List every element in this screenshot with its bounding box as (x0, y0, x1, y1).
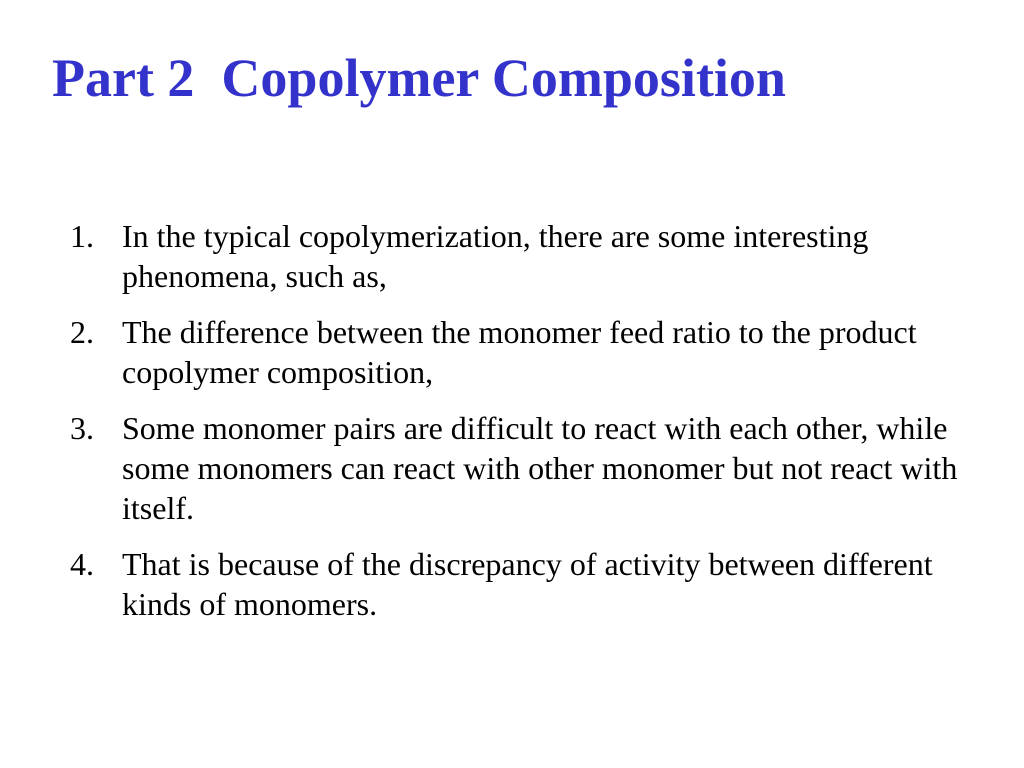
list-item-number: 3. (70, 410, 94, 446)
slide-title: Part 2 Copolymer Composition (52, 48, 786, 108)
list-item (70, 216, 1000, 296)
list-item-text: The difference between the monomer feed ratio to the product copolymer composition, (122, 314, 917, 390)
list-item (70, 544, 1000, 624)
list-item-text: Some monomer pairs are difficult to react with each other, while some monomers can react with other monomer but not react with itself. (122, 410, 958, 526)
list-item-number: 4. (70, 546, 94, 582)
list-item (70, 408, 1000, 528)
list-item-text: That is because of the discrepancy of activity between different kinds of monomers. (122, 546, 933, 622)
list-item-number: 2. (70, 314, 94, 350)
list-item-text: In the typical copolymerization, there are some interesting phenomena, such as, (122, 218, 869, 294)
list-item (70, 312, 1000, 392)
numbered-list (70, 216, 1000, 640)
list-item-number: 1. (70, 218, 94, 254)
